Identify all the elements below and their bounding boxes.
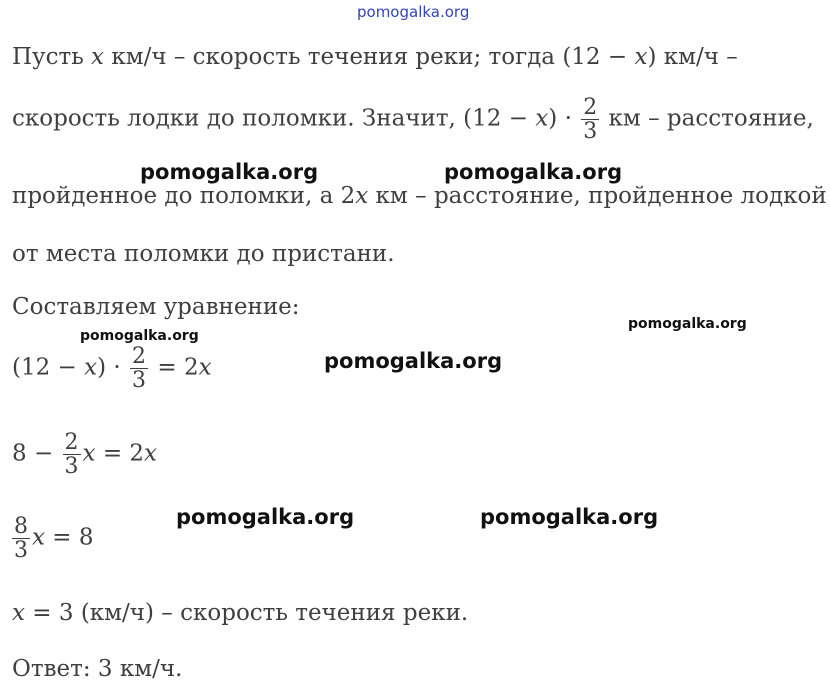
watermark: pomogalka.org [480,505,659,529]
variable: x [198,354,212,381]
text: = 8 [44,524,94,551]
text: ) · [548,105,572,132]
denominator: 3 [64,454,79,480]
text-line-5: Составляем уравнение: [12,294,300,320]
numerator: 2 [583,95,598,120]
text: км/ч – скорость течения реки; тогда (12 − [104,44,635,70]
text-line-4: от места поломки до пристани. [12,241,395,267]
text: ) · [97,354,121,381]
fraction [581,96,599,143]
fraction [130,345,148,392]
fraction [12,515,30,562]
denominator: 3 [583,119,598,145]
equation-3 [10,515,94,562]
variable: x [355,183,369,209]
variable: x [144,440,158,467]
numerator: 2 [132,344,147,369]
variable: x [82,440,96,467]
text: км – расстояние, [608,105,814,132]
fraction [63,431,81,478]
text-line-1 [12,46,738,69]
equation-4 [12,602,468,625]
numerator: 2 [64,430,79,455]
watermark: pomogalka.org [324,349,503,373]
variable: x [12,600,25,626]
denominator: 3 [132,368,147,394]
variable: x [535,105,549,132]
variable: x [84,354,98,381]
text-line-3 [12,185,827,208]
text: = 2 [95,440,145,467]
equation-2 [12,431,157,478]
text: пройденное до поломки, а 2 [12,183,356,209]
text: (12 − [12,354,85,381]
text: = 2 [157,354,199,381]
watermark: pomogalka.org [80,328,199,344]
text: скорость лодки до поломки. Значит, (12 − [12,105,536,132]
variable: x [91,44,105,70]
text: = 3 (км/ч) – скорость течения реки. [24,600,469,626]
text-line-2 [12,96,814,143]
variable: x [32,524,45,551]
watermark: pomogalka.org [140,160,319,184]
answer-line: Ответ: 3 км/ч. [12,656,183,682]
text: км – расстояние, пройденное лодкой [368,183,827,209]
watermark: pomogalka.org [628,316,747,332]
header-watermark: pomogalka.org [357,3,470,21]
text: 8 − [12,440,54,467]
variable: x [634,44,648,70]
numerator: 8 [14,514,28,539]
denominator: 3 [14,538,28,564]
text: Пусть [12,44,84,70]
watermark: pomogalka.org [444,160,623,184]
text: ) км/ч – [647,44,738,70]
equation-1 [12,345,212,392]
watermark: pomogalka.org [176,505,355,529]
